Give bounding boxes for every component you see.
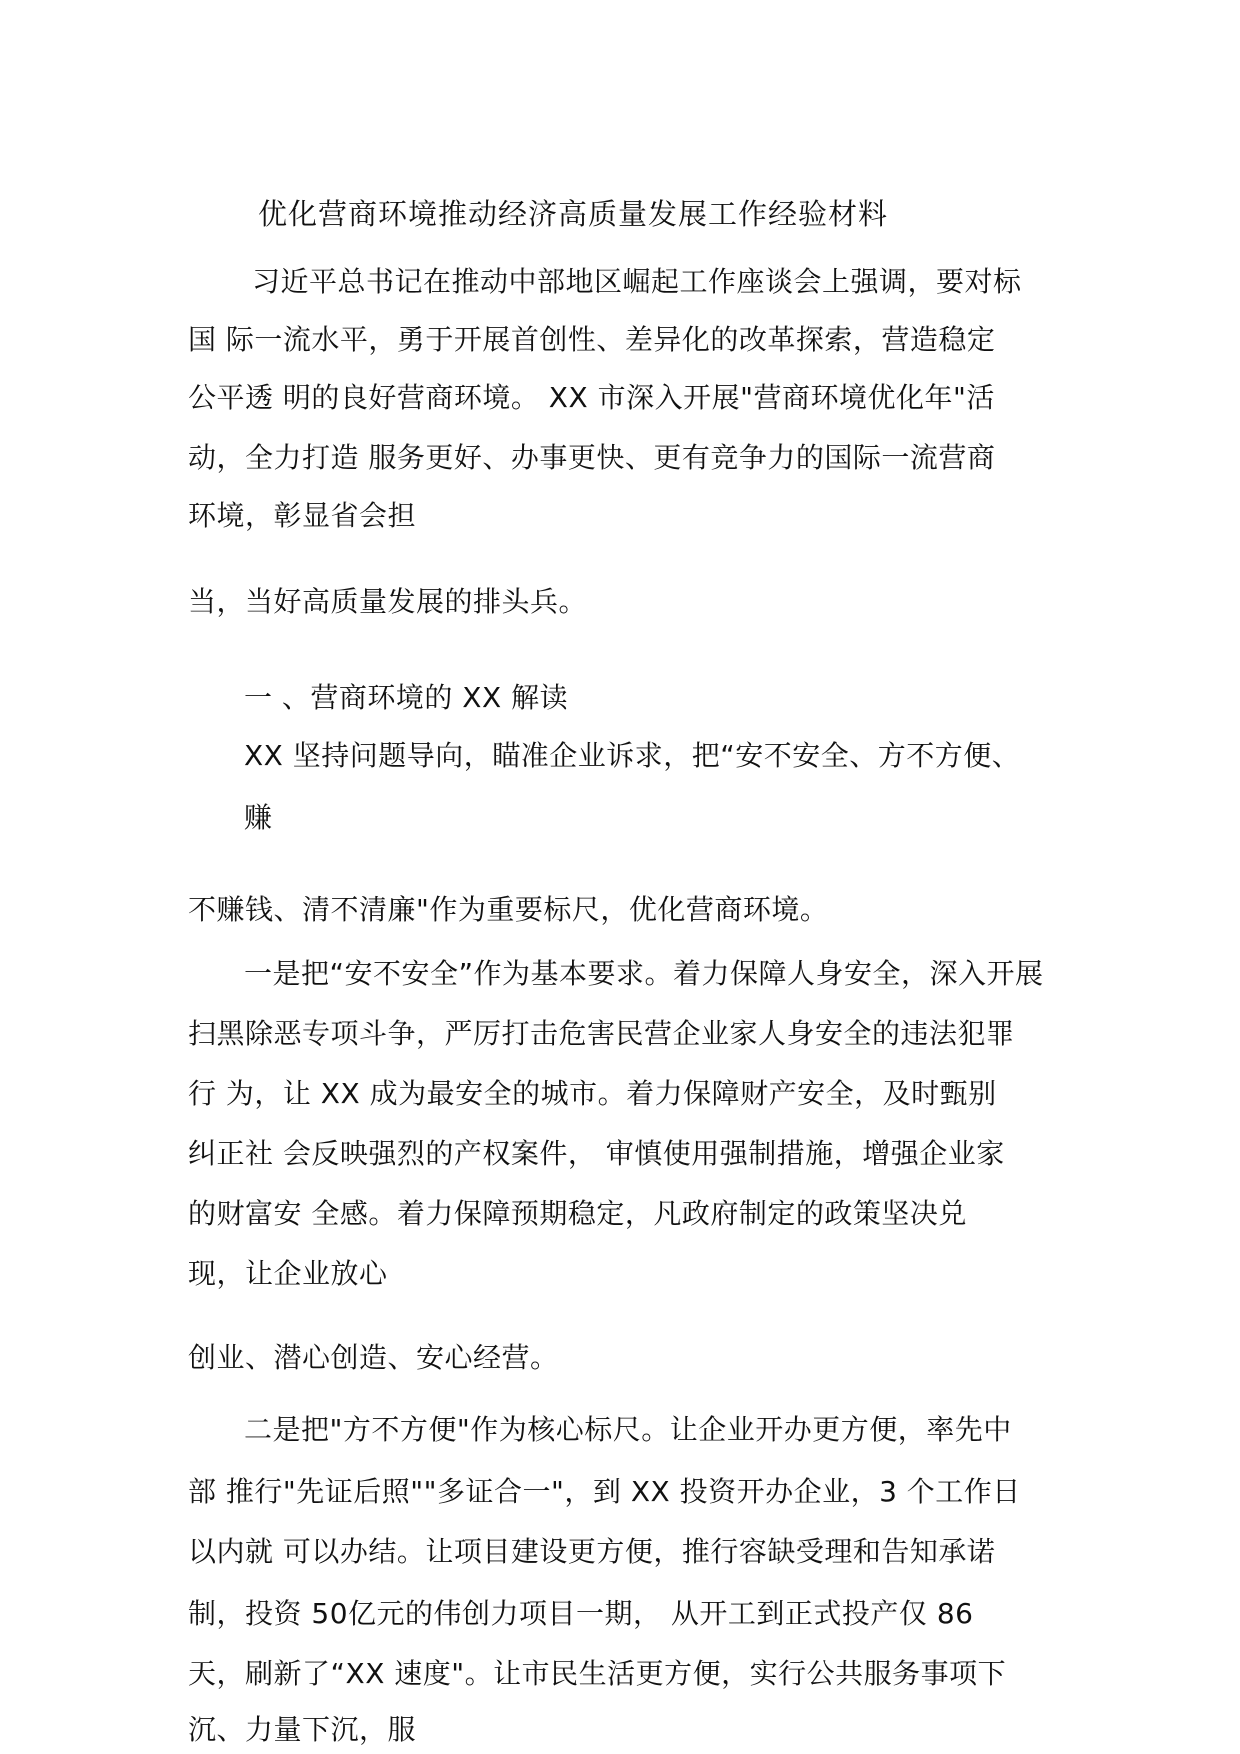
document-title: 优化营商环境推动经济高质量发展工作经验材料 (258, 197, 889, 231)
paragraph-line: 动，全力打造 服务更好、办事更快、更有竞争力的国际一流营商 (188, 441, 996, 474)
paragraph-line: 的财富安 全感。着力保障预期稳定，凡政府制定的政策坚决兑 (188, 1197, 967, 1230)
paragraph-line: 国 际一流水平，勇于开展首创性、差异化的改革探索，营造稳定 (188, 323, 996, 356)
paragraph-line: 一是把“安不安全”作为基本要求。着力保障人身安全，深入开展 (244, 957, 1044, 990)
paragraph-line: 二是把"方不方便"作为核心标尺。让企业开办更方便，率先中 (244, 1413, 1012, 1446)
paragraph-line: 赚 (244, 801, 273, 834)
paragraph-line: 环境，彰显省会担 (188, 499, 417, 532)
paragraph-line: 扫黑除恶专项斗争，严厉打击危害民营企业家人身安全的违法犯罪 (188, 1017, 1015, 1050)
section-heading: 一 、营商环境的 XX 解读 (244, 681, 569, 714)
paragraph-line: 当，当好高质量发展的排头兵。 (188, 585, 588, 618)
paragraph-line: 习近平总书记在推动中部地区崛起工作座谈会上强调，要对标 (252, 265, 1022, 298)
paragraph-line: XX 坚持问题导向，瞄准企业诉求，把“安不安全、方不方便、 (244, 739, 1021, 772)
paragraph-line: 部 推行"先证后照""多证合一"，到 XX 投资开办企业，3 个工作日 (188, 1475, 1021, 1508)
paragraph-line: 以内就 可以办结。让项目建设更方便，推行容缺受理和告知承诺 (188, 1535, 996, 1568)
paragraph-line: 天，刷新了“XX 速度"。让市民生活更方便，实行公共服务事项下 (188, 1657, 1007, 1690)
paragraph-line: 纠正社 会反映强烈的产权案件， 审慎使用强制措施，增强企业家 (188, 1137, 1005, 1170)
paragraph-line: 制，投资 50亿元的伟创力项目一期， 从开工到正式投产仅 86 (188, 1597, 974, 1630)
paragraph-line: 行 为，让 XX 成为最安全的城市。着力保障财产安全，及时甄别 (188, 1077, 997, 1110)
paragraph-line: 沉、力量下沉，服 (188, 1713, 417, 1746)
paragraph-line: 不赚钱、清不清廉"作为重要标尺，优化营商环境。 (188, 893, 829, 926)
paragraph-line: 创业、潜心创造、安心经营。 (188, 1341, 559, 1374)
paragraph-line: 现，让企业放心 (188, 1257, 388, 1290)
paragraph-line: 公平透 明的良好营商环境。 XX 市深入开展"营商环境优化年"活 (188, 381, 995, 414)
